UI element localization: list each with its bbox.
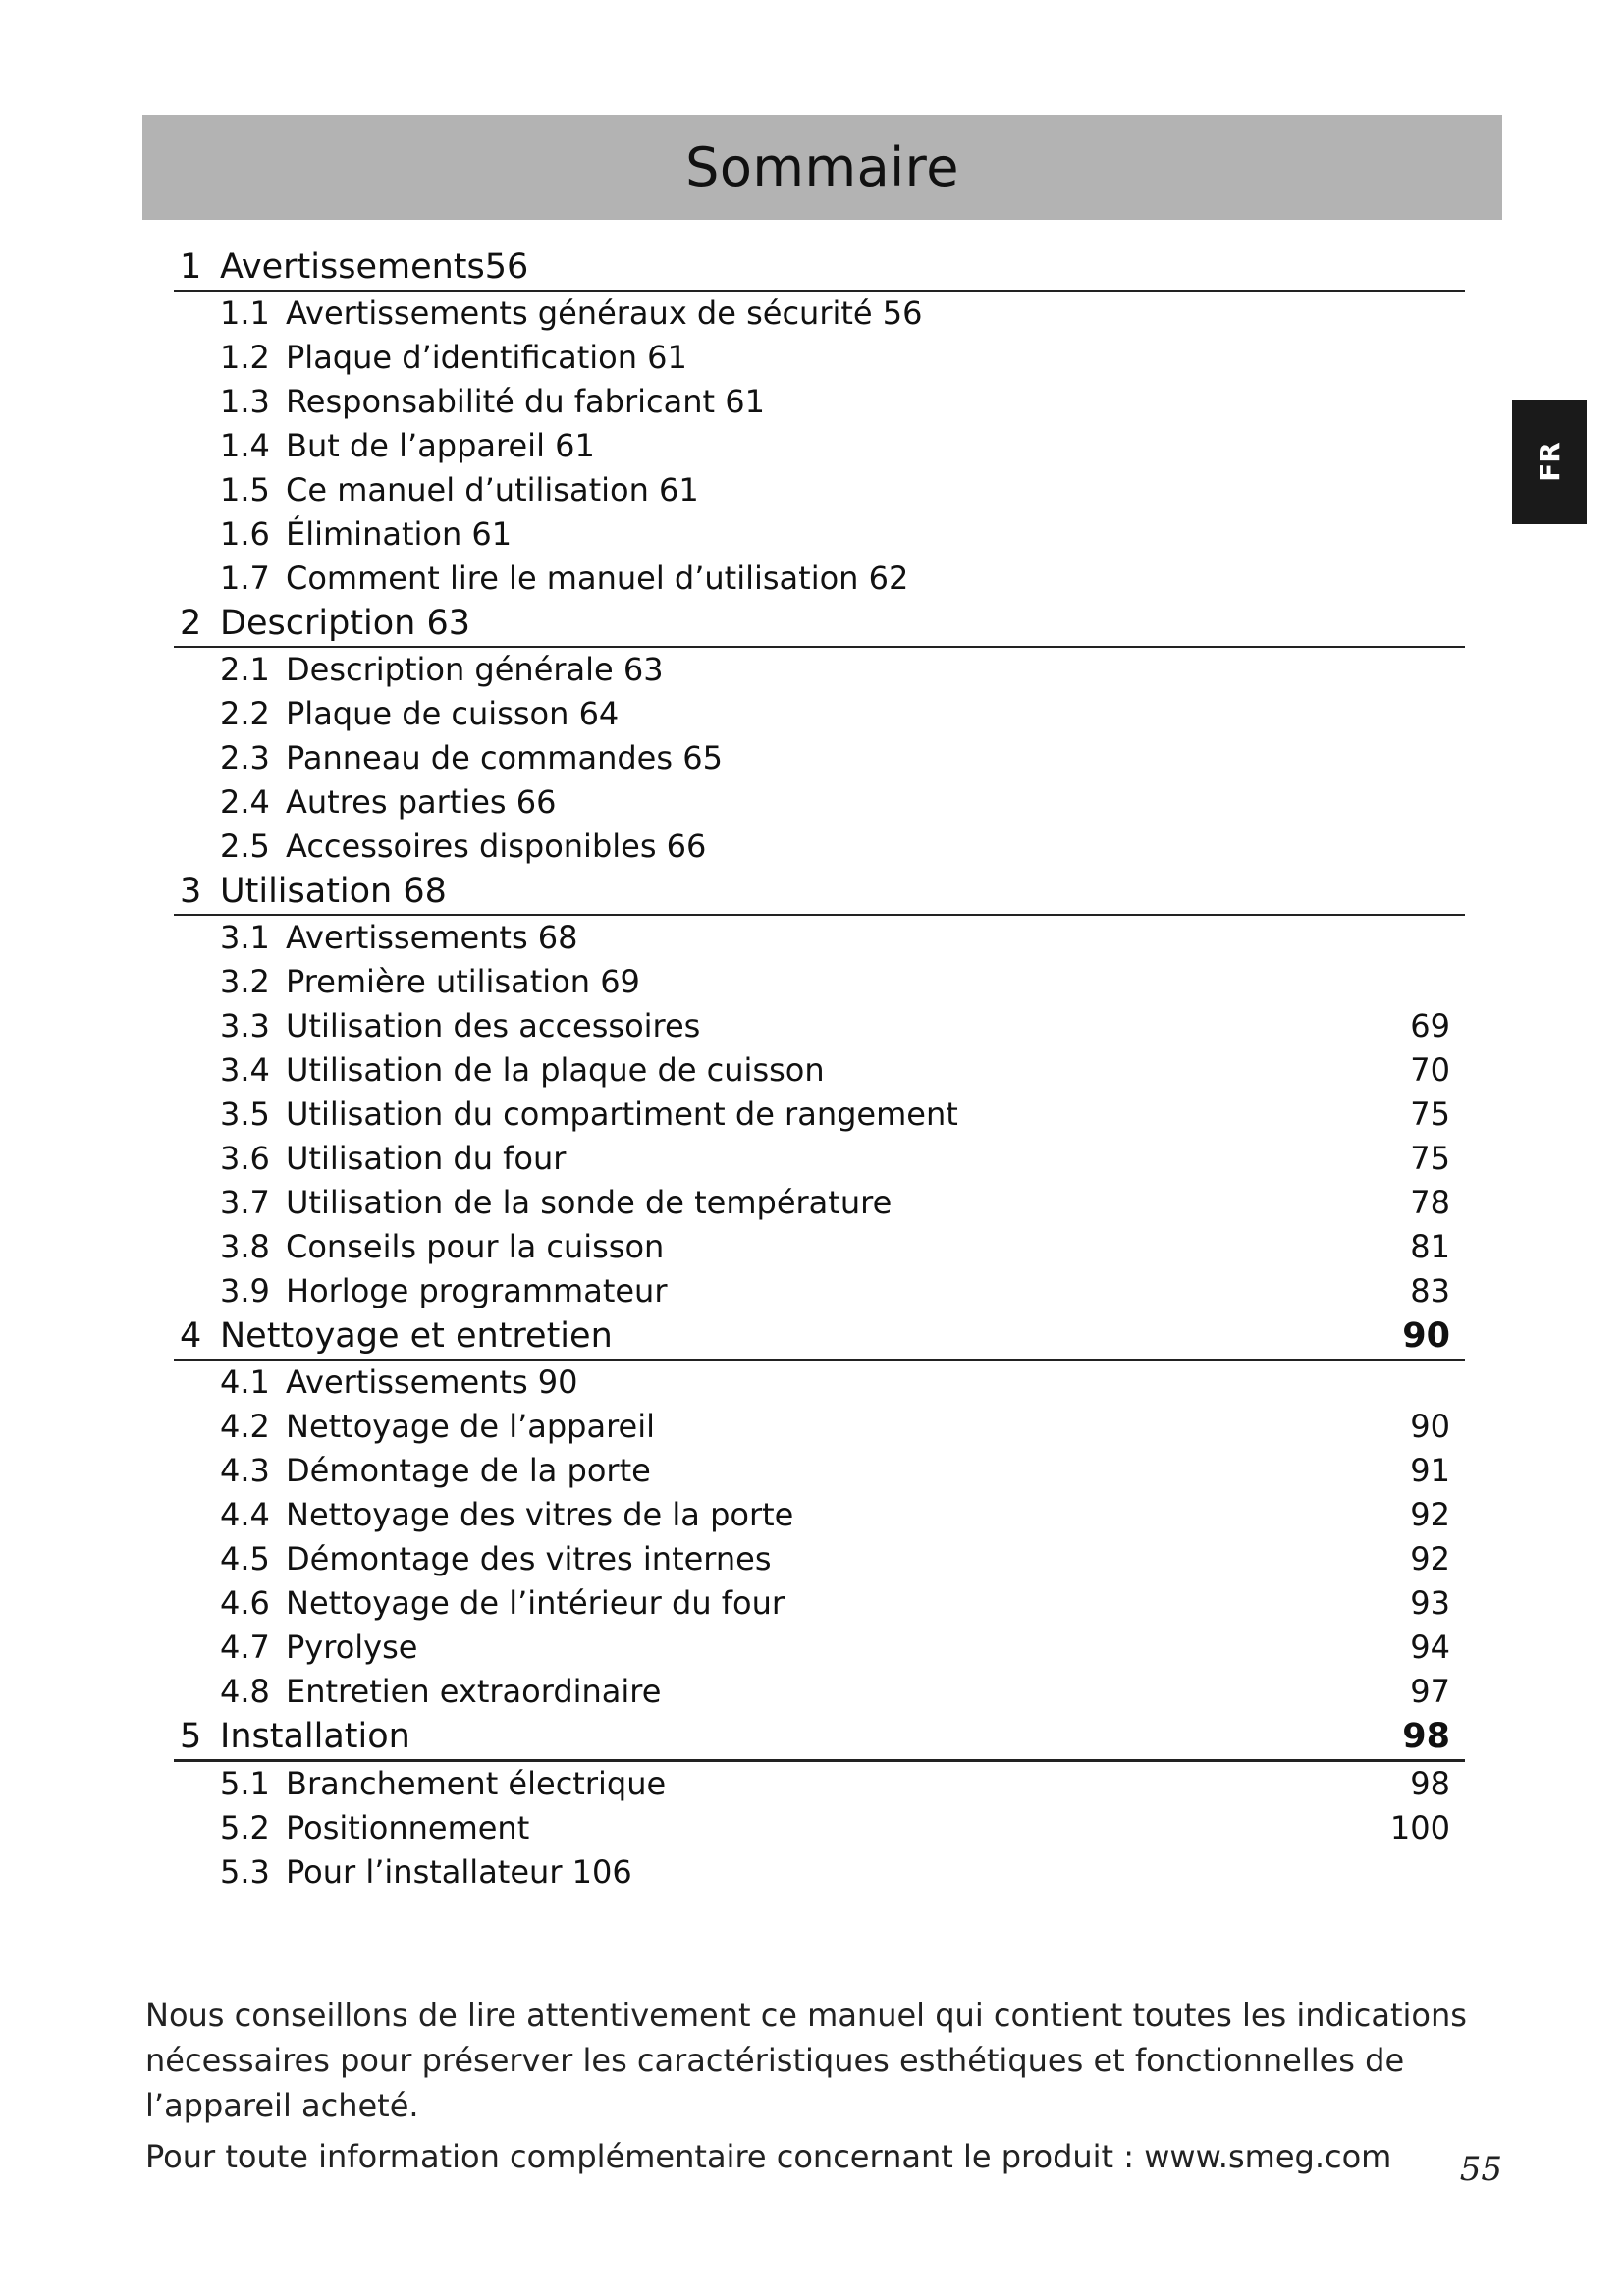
toc-item-title: Description générale 63 [286,651,664,688]
toc-section-title: Description 63 [220,604,470,643]
toc-section-title: Installation [220,1717,410,1756]
toc-section-page: 98 [1402,1717,1450,1756]
toc-item-page: 97 [1410,1673,1450,1710]
toc-item-1-4[interactable] [174,424,1465,468]
toc-item-3-5[interactable] [174,1093,1465,1137]
toc-item-title: Démontage de la porte [286,1452,651,1489]
header-bar [142,115,1502,220]
toc-item-title: Responsabilité du fabricant 61 [286,383,765,420]
toc-item-title: Utilisation du four [286,1140,567,1177]
toc-section-5[interactable] [174,1714,1465,1759]
toc-item-2-3[interactable] [174,736,1465,780]
toc-item-num: 3.9 [220,1272,270,1309]
toc-item-page: 92 [1410,1540,1450,1577]
toc-item-3-1[interactable] [174,916,1465,960]
toc-section-num: 5 [180,1717,202,1756]
toc-section-num: 4 [180,1316,202,1356]
toc-item-num: 1.5 [220,471,270,508]
toc-item-num: 1.2 [220,339,270,376]
toc-section-1[interactable] [174,244,1465,290]
toc-item-2-1[interactable] [174,648,1465,692]
toc-item-page: 69 [1410,1007,1450,1044]
page-title: Sommaire [685,136,959,198]
toc-item-title: Démontage des vitres internes [286,1540,772,1577]
toc-item-page: 70 [1410,1051,1450,1089]
toc-item-page: 75 [1410,1095,1450,1133]
toc-section-num: 2 [180,604,202,643]
intro-paragraph: Nous conseillons de lire attentivement ce manuel qui contient toutes les indications nécessaires pour préserver les caractéristiques esthétiques et fonctionnelles de l’appareil acheté. [145,1997,1467,2124]
language-tab [1512,400,1587,524]
toc-item-num: 2.4 [220,783,270,821]
toc-item-4-5[interactable] [174,1537,1465,1581]
toc-item-title: Avertissements généraux de sécurité 56 [286,294,923,332]
toc-section-title: Nettoyage et entretien [220,1316,613,1356]
toc-item-title: Utilisation de la sonde de température [286,1184,893,1221]
toc-section-4[interactable] [174,1313,1465,1359]
toc-item-1-5[interactable] [174,468,1465,512]
toc-item-title: Nettoyage des vitres de la porte [286,1496,794,1533]
toc-item-num: 4.7 [220,1629,270,1666]
toc-item-title: Entretien extraordinaire [286,1673,662,1710]
toc-item-4-2[interactable] [174,1405,1465,1449]
toc-item-num: 3.5 [220,1095,270,1133]
toc-item-title: Accessoires disponibles 66 [286,828,707,865]
toc-item-page: 93 [1410,1584,1450,1622]
toc-item-page: 81 [1410,1228,1450,1265]
toc-item-5-3[interactable] [174,1850,1465,1895]
toc-item-title: Horloge programmateur [286,1272,668,1309]
toc-item-3-2[interactable] [174,960,1465,1004]
toc-item-title: Première utilisation 69 [286,963,640,1000]
toc-item-page: 92 [1410,1496,1450,1533]
toc-item-2-4[interactable] [174,780,1465,825]
toc-item-title: Conseils pour la cuisson [286,1228,665,1265]
toc-item-title: Panneau de commandes 65 [286,739,723,776]
table-of-contents [174,244,1465,1895]
toc-item-num: 3.7 [220,1184,270,1221]
toc-item-3-7[interactable] [174,1181,1465,1225]
toc-item-num: 5.1 [220,1765,270,1802]
toc-item-4-7[interactable] [174,1626,1465,1670]
toc-item-title: Comment lire le manuel d’utilisation 62 [286,560,909,597]
toc-item-title: Autres parties 66 [286,783,557,821]
toc-item-4-8[interactable] [174,1670,1465,1714]
toc-item-title: Élimination 61 [286,515,513,553]
toc-item-3-6[interactable] [174,1137,1465,1181]
toc-item-title: Avertissements 68 [286,919,578,956]
toc-item-1-2[interactable] [174,336,1465,380]
toc-item-page: 98 [1410,1765,1450,1802]
toc-item-num: 1.4 [220,427,270,464]
toc-item-num: 3.1 [220,919,270,956]
toc-item-num: 2.1 [220,651,270,688]
toc-item-num: 2.3 [220,739,270,776]
contact-line: Pour toute information complémentaire concernant le produit : www.smeg.com [145,2138,1392,2175]
toc-item-num: 4.1 [220,1363,270,1401]
toc-item-5-2[interactable] [174,1806,1465,1850]
toc-item-1-7[interactable] [174,557,1465,601]
toc-item-5-1[interactable] [174,1762,1465,1806]
toc-section-num: 1 [180,247,202,287]
toc-item-title: Positionnement [286,1809,530,1846]
toc-item-num: 2.5 [220,828,270,865]
toc-item-num: 4.8 [220,1673,270,1710]
toc-item-num: 4.3 [220,1452,270,1489]
toc-item-title: Utilisation de la plaque de cuisson [286,1051,825,1089]
toc-section-title: Utilisation 68 [220,872,447,911]
toc-item-3-3[interactable] [174,1004,1465,1048]
toc-item-title: Pyrolyse [286,1629,418,1666]
toc-item-title: Utilisation du compartiment de rangement [286,1095,958,1133]
toc-item-title: Utilisation des accessoires [286,1007,701,1044]
toc-section-page: 90 [1402,1316,1450,1356]
toc-item-num: 4.6 [220,1584,270,1622]
toc-item-2-2[interactable] [174,692,1465,736]
toc-item-2-5[interactable] [174,825,1465,869]
toc-item-num: 2.2 [220,695,270,732]
toc-item-num: 5.2 [220,1809,270,1846]
toc-item-num: 1.7 [220,560,270,597]
toc-item-num: 3.8 [220,1228,270,1265]
toc-item-num: 1.3 [220,383,270,420]
page-number: 55 [1459,2150,1502,2189]
toc-item-3-8[interactable] [174,1225,1465,1269]
toc-section-title: Avertissements56 [220,247,529,287]
toc-item-num: 4.5 [220,1540,270,1577]
toc-item-title: But de l’appareil 61 [286,427,595,464]
toc-item-3-9[interactable] [174,1269,1465,1313]
language-tab-label: FR [1533,442,1566,482]
toc-item-title: Pour l’installateur 106 [286,1853,632,1891]
toc-item-page: 83 [1410,1272,1450,1309]
toc-item-title: Nettoyage de l’intérieur du four [286,1584,785,1622]
toc-section-2[interactable] [174,601,1465,646]
toc-item-title: Plaque d’identification 61 [286,339,687,376]
toc-item-4-1[interactable] [174,1361,1465,1405]
toc-item-title: Ce manuel d’utilisation 61 [286,471,699,508]
toc-item-4-4[interactable] [174,1493,1465,1537]
toc-item-4-3[interactable] [174,1449,1465,1493]
intro-text [145,1993,1510,2179]
toc-item-num: 4.4 [220,1496,270,1533]
toc-item-num: 1.6 [220,515,270,553]
toc-section-3[interactable] [174,869,1465,914]
toc-item-num: 1.1 [220,294,270,332]
toc-item-title: Plaque de cuisson 64 [286,695,620,732]
toc-item-num: 5.3 [220,1853,270,1891]
toc-item-page: 91 [1410,1452,1450,1489]
toc-item-title: Avertissements 90 [286,1363,578,1401]
toc-item-title: Nettoyage de l’appareil [286,1408,656,1445]
toc-item-1-3[interactable] [174,380,1465,424]
toc-item-num: 3.6 [220,1140,270,1177]
toc-item-title: Branchement électrique [286,1765,667,1802]
toc-item-num: 4.2 [220,1408,270,1445]
toc-item-page: 100 [1389,1809,1450,1846]
toc-item-1-6[interactable] [174,512,1465,557]
toc-item-page: 78 [1410,1184,1450,1221]
toc-item-page: 90 [1410,1408,1450,1445]
toc-item-num: 3.3 [220,1007,270,1044]
toc-item-page: 94 [1410,1629,1450,1666]
toc-item-page: 75 [1410,1140,1450,1177]
toc-item-num: 3.2 [220,963,270,1000]
toc-item-num: 3.4 [220,1051,270,1089]
toc-item-1-1[interactable] [174,292,1465,336]
toc-section-num: 3 [180,872,202,911]
toc-item-3-4[interactable] [174,1048,1465,1093]
toc-item-4-6[interactable] [174,1581,1465,1626]
